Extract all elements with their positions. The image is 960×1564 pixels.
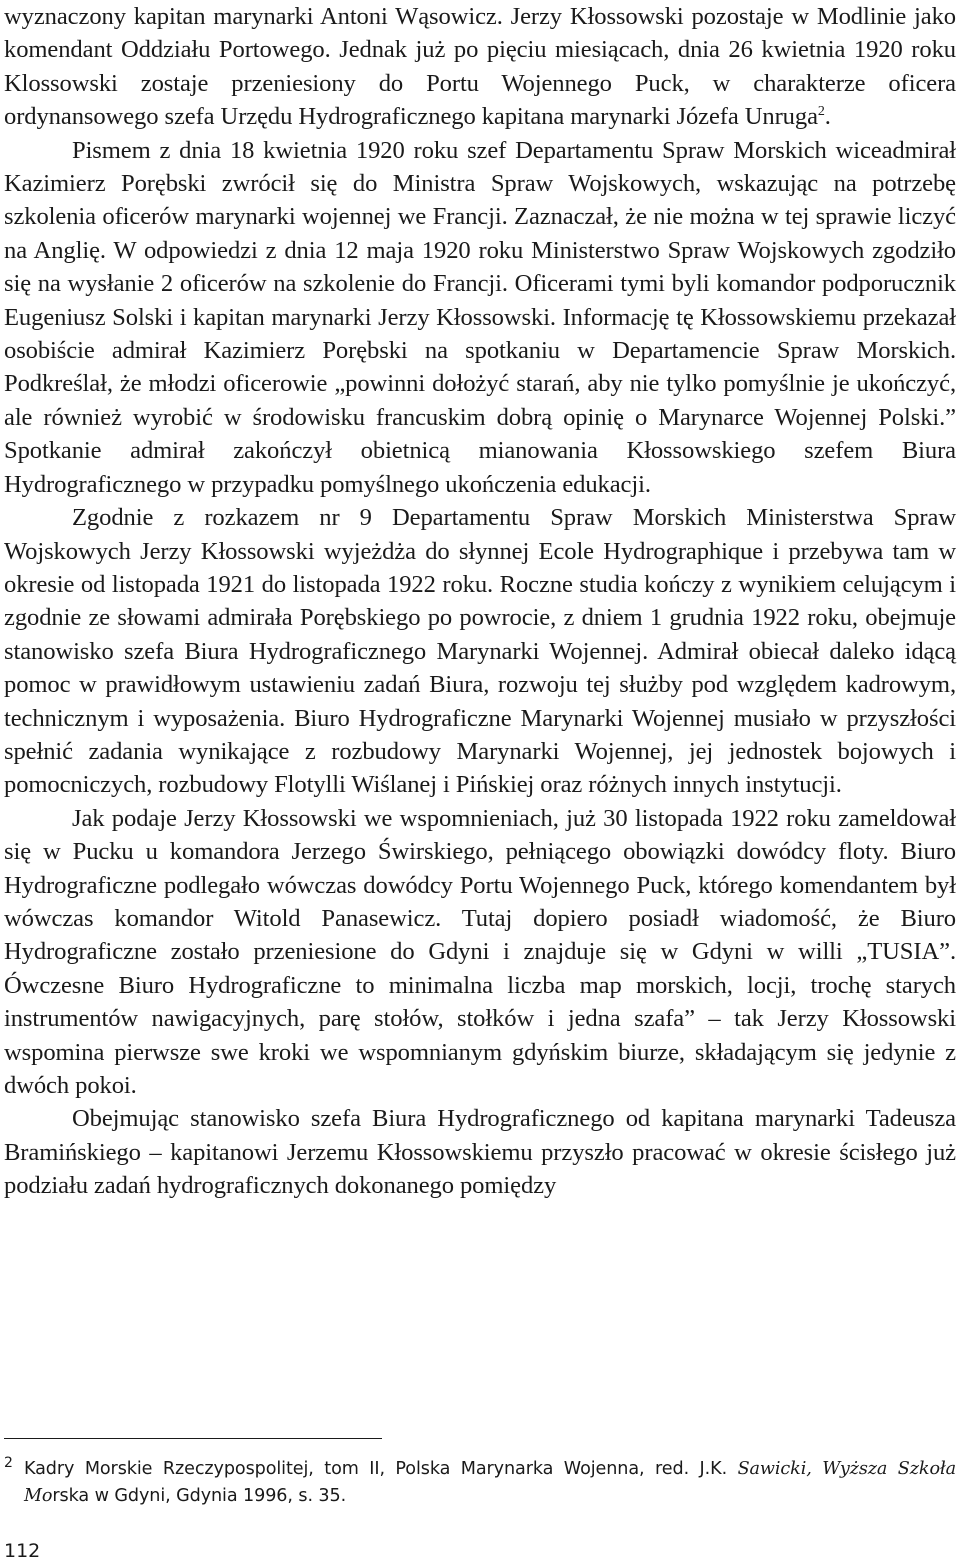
footnote-text: Kadry Morskie Rzeczypospolitej, tom II, Polska Marynarka Wojenna, red. J.K.: [24, 1459, 728, 1479]
paragraph-1-text: wyznaczony kapitan marynarki Antoni Wąsowicz. Jerzy Kłossowski pozostaje w Modlinie jako komendant Oddziału Portowego. Jednak już po pięciu miesiącach, dnia 26 kwietnia 1920 roku Klossowski zostaje przeniesiony do Portu Wojennego Puck, w charakterze oficera ordynansowego szefa Urzędu Hydrograficznego kapitana marynarki Józefa Unruga: [4, 3, 956, 131]
paragraph-4: Jak podaje Jerzy Kłossowski we wspomnieniach, już 30 listopada 1922 roku zameldował się w Pucku u komandora Jerzego Świrskiego, pełniącego obowiązki dowódcy floty. Biuro Hydrograficzne podlegało wówczas dowódcy Portu Wojennego Puck, którego komendantem był wówczas komandor Witold Panasewicz. Tutaj dopiero posiadł wiadomość, że Biuro Hydrograficzne zostało przeniesione do Gdyni i znajduje się w Gdyni w willi „TUSIA”. Ówczesne Biuro Hydrograficzne to minimalna liczba map morskich, locji, trochę starych instrumentów nawigacyjnych, parę stołów, stołków i jedna szafa” – tak Jerzy Kłossowski wspomina pierwsze swe kroki we wspomnianym gdyńskim biurze, składającym się jedynie z dwóch pokoi.: [4, 804, 956, 1099]
paragraph-5: Obejmując stanowisko szefa Biura Hydrograficznego od kapitana marynarki Tadeusza Bramińskiego – kapitanowi Jerzemu Kłossowskiemu przyszło pracować w okresie ścisłego już podziału zadań hydrograficznych dokonanego pomiędzy: [4, 1105, 956, 1200]
footnote-divider: [4, 1438, 382, 1439]
paragraph-2: Pismem z dnia 18 kwietnia 1920 roku szef Departamentu Spraw Morskich wiceadmirał Kazimierz Porębski zwrócił się do Ministra Spraw Wojskowych, wskazując na potrzebę szkolenia oficerów marynarki wojennej we Francji. Zaznaczał, że nie można w tej sprawie liczyć na Anglię. W odpowiedzi z dnia 12 maja 1920 roku Ministerstwo Spraw Wojskowych zgodziło się na wysłanie 2 oficerów na szkolenie do Francji. Oficerami tymi byli komandor podporucznik Eugeniusz Solski i kapitan marynarki Jerzy Kłossowski. Informację tę Kłossowskiemu przekazał osobiście admirał Kazimierz Porębski na spotkaniu w Departamencie Spraw Morskich. Podkreślał, że młodzi oficerowie „powinni dołożyć starań, aby nie tylko pomyślnie je ukończyć, ale również wyrobić w środowisku francuskim dobrą opinię o Marynarce Wojennej Polski.” Spotkanie admirał zakończył obietnicą mianowania Kłossowskiego szefem Biura Hydrograficznego w przypadku pomyślnego ukończenia edukacji.: [4, 136, 956, 498]
paragraph-3: Zgodnie z rozkazem nr 9 Departamentu Spraw Morskich Ministerstwa Spraw Wojskowych Jerzy Kłossowski wyjeżdża do słynnej Ecole Hydrographique i przebywa tam w okresie od listopada 1921 do listopada 1922 roku. Roczne studia kończy z wynikiem celującym i zgodnie ze słowami admirała Porębskiego po powrocie, z dniem 1 grudnia 1922 roku, obejmuje stanowisko szefa Biura Hydrograficznego Marynarki Wojennej. Admirał obiecał daleko idącą pomoc w prawidłowym ustawieniu zadań Biura, rozwoju tej służby pod względem kadrowym, technicznym i wyposażenia. Biuro Hydrograficzne Marynarki Wojennej musiało w przyszłości spełnić zadania wynikające z rozbudowy Marynarki Wojennej, jej jednostek bojowych i pomocniczych, rozbudowy Flotylli Wiślanej i Pińskiej oraz różnych innych instytucji.: [4, 504, 956, 799]
paragraph-1-end: .: [824, 103, 831, 131]
main-text: [4, 0, 956, 1203]
footnote-mark: 2: [4, 1455, 13, 1471]
footnote: [4, 1456, 956, 1510]
paragraph-1: [4, 0, 956, 134]
footnote-italic-text: Sawicki, Wyższa Szkoła Mo: [24, 1459, 956, 1506]
footnote-reference[interactable]: 2: [817, 104, 825, 120]
footnote-body: [4, 1456, 956, 1510]
document-page: [4, 0, 956, 1203]
footnote-text-end: rska w Gdyni, Gdynia 1996, s. 35.: [52, 1486, 347, 1506]
page-number: 112: [4, 1540, 41, 1562]
